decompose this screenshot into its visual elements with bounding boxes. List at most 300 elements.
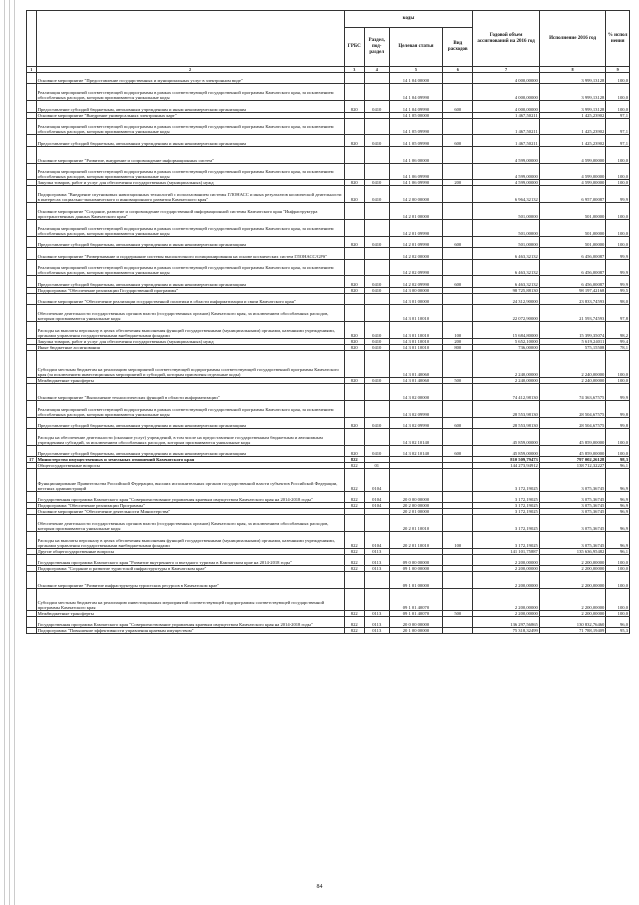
- row-annual-volume: 28 553,98130: [473, 401, 540, 418]
- col-number: 4: [364, 67, 389, 73]
- row-target-article: 14 1 06 09990: [389, 163, 443, 180]
- table-row: [27, 236, 630, 247]
- row-name: Основное мероприятие "Внедрение универсальных электронных карт": [36, 112, 344, 118]
- row-razdel: [364, 203, 389, 220]
- row-target-article: 14 1 05 00000: [389, 112, 443, 118]
- row-expense-type: [443, 572, 473, 589]
- row-razdel: [364, 350, 389, 378]
- table-row: [27, 219, 630, 236]
- row-percent: 96,9: [606, 491, 630, 502]
- row-grbs: [344, 259, 364, 276]
- row-annual-volume: 4 599,00000: [473, 180, 540, 186]
- row-target-article: 20 2 01 10010: [389, 531, 443, 548]
- row-expense-type: [443, 163, 473, 180]
- row-number: [27, 417, 37, 428]
- row-grbs: 822: [344, 611, 364, 617]
- row-percent: 100,0: [606, 588, 630, 610]
- row-number: [27, 531, 37, 548]
- row-target-article: 14 3 02 00000: [389, 384, 443, 401]
- row-annual-volume: 15 684,80000: [473, 321, 540, 338]
- row-annual-volume: 3 172,19025: [473, 469, 540, 491]
- row-grbs: [344, 401, 364, 418]
- row-target-article: 14 3 02 10140: [389, 446, 443, 457]
- row-expense-type: 500: [443, 378, 473, 384]
- row-expense-type: 600: [443, 276, 473, 287]
- row-execution: 3 999,13128: [539, 84, 606, 101]
- row-name: Предоставление субсидий бюджетным, автономным учреждениям и иным некоммерческим организациям: [36, 101, 344, 112]
- row-razdel: 0410: [364, 236, 389, 247]
- row-name: Основное мероприятие "Развитие инфраструктуры туристских ресурсов в Камчатском крае": [36, 572, 344, 589]
- row-percent: 78,1: [606, 344, 630, 350]
- row-name: Реализация мероприятий соответствующей подпрограммы в рамках соответствующей государственной программы Камчатского края, за исключением обособленных расходов, которым присваиваются уникальные коды: [36, 219, 344, 236]
- row-annual-volume: 45 859,00000: [473, 429, 540, 446]
- row-razdel: [364, 572, 389, 589]
- col-volume-header: Годовой объем ассигнований на 2016 год: [473, 11, 540, 67]
- row-execution: 28 504,67575: [539, 401, 606, 418]
- budget-table: [26, 10, 630, 634]
- row-number: [27, 101, 37, 112]
- row-annual-volume: 4 000,00000: [473, 101, 540, 112]
- row-target-article: 20 2 00 00000: [389, 503, 443, 509]
- col-vr-header: Вид расходов: [443, 28, 473, 67]
- table-row: [27, 305, 630, 322]
- row-execution: 138 712,32227: [539, 463, 606, 469]
- row-grbs: 820: [344, 287, 364, 293]
- row-number: [27, 84, 37, 101]
- row-percent: 100,0: [606, 446, 630, 457]
- row-annual-volume: 3 172,19025: [473, 515, 540, 532]
- row-annual-volume: 6 463,32132: [473, 259, 540, 276]
- row-razdel: 0104: [364, 469, 389, 491]
- table-row: [27, 491, 630, 502]
- row-execution: 2 240,00000: [539, 378, 606, 384]
- row-execution: 4 599,00000: [539, 180, 606, 186]
- row-grbs: 822: [344, 503, 364, 509]
- row-grbs: 820: [344, 276, 364, 287]
- row-execution: 4 599,00000: [539, 146, 606, 163]
- row-razdel: 0113: [364, 548, 389, 554]
- row-number: [27, 572, 37, 589]
- row-execution: 135 636,95482: [539, 548, 606, 554]
- row-annual-volume: 98 725,88130: [473, 287, 540, 293]
- row-grbs: 822: [344, 469, 364, 491]
- row-number: [27, 628, 37, 634]
- row-target-article: 14 1 06 09990: [389, 180, 443, 186]
- row-execution: 6 957,00087: [539, 186, 606, 203]
- table-row: [27, 84, 630, 101]
- row-target-article: 20 0 00 00000: [389, 491, 443, 502]
- row-percent: 99,9: [606, 248, 630, 259]
- row-grbs: 820: [344, 186, 364, 203]
- row-annual-volume: 2 240,00000: [473, 378, 540, 384]
- row-name: Общегосударственные вопросы: [36, 463, 344, 469]
- row-execution: 3 999,13128: [539, 73, 606, 84]
- table-row: [27, 276, 630, 287]
- row-razdel: 0410: [364, 135, 389, 146]
- col-razdel-header: Раздел, под-раздел: [364, 28, 389, 67]
- row-percent: 100,0: [606, 101, 630, 112]
- row-grbs: [344, 305, 364, 322]
- row-target-article: 14 2 02 09990: [389, 259, 443, 276]
- row-percent: 100,0: [606, 73, 630, 84]
- row-name: Предоставление субсидий бюджетным, автономным учреждениям и иным некоммерческим организациям: [36, 276, 344, 287]
- row-target-article: 14 1 05 09990: [389, 118, 443, 135]
- row-expense-type: 100: [443, 321, 473, 338]
- row-percent: 99,8: [606, 417, 630, 428]
- row-name: Подпрограмма "Обеспечение реализации Государственной программы": [36, 287, 344, 293]
- row-percent: 96,1: [606, 548, 630, 554]
- row-razdel: [364, 515, 389, 532]
- col-name-header: [36, 11, 344, 67]
- row-expense-type: [443, 118, 473, 135]
- row-expense-type: [443, 73, 473, 84]
- page-number: 84: [316, 884, 323, 890]
- row-execution: 3 999,13128: [539, 101, 606, 112]
- row-annual-volume: 2 200,00000: [473, 554, 540, 565]
- row-annual-volume: 28 553,98130: [473, 417, 540, 428]
- row-percent: 97,1: [606, 112, 630, 118]
- row-razdel: 0113: [364, 554, 389, 565]
- row-execution: 501,00000: [539, 236, 606, 247]
- row-razdel: 0410: [364, 101, 389, 112]
- row-target-article: 20 1 00 00000: [389, 628, 443, 634]
- row-grbs: [344, 146, 364, 163]
- row-annual-volume: 3 172,19025: [473, 509, 540, 515]
- row-number: [27, 446, 37, 457]
- row-target-article: 14 3 01 10010: [389, 344, 443, 350]
- row-expense-type: 600: [443, 417, 473, 428]
- row-annual-volume: 141 101,75887: [473, 548, 540, 554]
- row-razdel: 0410: [364, 186, 389, 203]
- col-number: 3: [344, 67, 364, 73]
- table-row: [27, 101, 630, 112]
- col-codes-header: коды: [344, 11, 473, 28]
- row-annual-volume: 4 000,00000: [473, 73, 540, 84]
- table-row: [27, 384, 630, 401]
- row-execution: 74 363,67575: [539, 384, 606, 401]
- row-name: Основное мероприятие "Выполнение технологических функций в области информатизации": [36, 384, 344, 401]
- table-row: [27, 73, 630, 84]
- row-number: [27, 293, 37, 304]
- row-percent: 96,9: [606, 469, 630, 491]
- row-execution: 15 399,35074: [539, 321, 606, 338]
- row-percent: 100,0: [606, 219, 630, 236]
- row-percent: 96,1: [606, 463, 630, 469]
- row-expense-type: [443, 469, 473, 491]
- row-number: [27, 118, 37, 135]
- row-name: Реализация мероприятий соответствующей подпрограммы в рамках соответствующей государственной программы Камчатского края, за исключением обособленных расходов, которым присваиваются уникальные коды: [36, 401, 344, 418]
- row-grbs: 820: [344, 180, 364, 186]
- row-percent: 96,9: [606, 509, 630, 515]
- row-expense-type: [443, 186, 473, 203]
- row-execution: 575,15508: [539, 344, 606, 350]
- row-number: [27, 146, 37, 163]
- row-grbs: 822: [344, 491, 364, 502]
- row-grbs: [344, 293, 364, 304]
- row-razdel: [364, 73, 389, 84]
- row-execution: 2 200,00000: [539, 572, 606, 589]
- col-number: 5: [389, 67, 443, 73]
- row-razdel: 0104: [364, 503, 389, 509]
- row-target-article: 14 2 02 09990: [389, 276, 443, 287]
- row-name: Расходы на выплаты персоналу в целях обеспечения выполнения функций государственными (муниципальными) органами, казенными учреждениями, органами управления государственными внебюджетными фондами: [36, 321, 344, 338]
- row-percent: 100,0: [606, 378, 630, 384]
- table-row: [27, 554, 630, 565]
- row-number: [27, 554, 37, 565]
- row-expense-type: 200: [443, 338, 473, 344]
- row-grbs: [344, 84, 364, 101]
- row-percent: 99,8: [606, 401, 630, 418]
- row-annual-volume: 6 463,32132: [473, 276, 540, 287]
- row-razdel: 0104: [364, 531, 389, 548]
- row-grbs: 820: [344, 135, 364, 146]
- row-execution: 4 599,00000: [539, 163, 606, 180]
- row-percent: 97,1: [606, 118, 630, 135]
- row-percent: 98,0: [606, 293, 630, 304]
- row-annual-volume: 2 200,00000: [473, 566, 540, 572]
- row-target-article: 09 1 00 00000: [389, 566, 443, 572]
- row-expense-type: [443, 248, 473, 259]
- row-name: Реализация мероприятий соответствующей подпрограммы в рамках соответствующей государственной программы Камчатского края, за исключением обособленных расходов, которым присваиваются уникальные коды: [36, 163, 344, 180]
- row-grbs: [344, 118, 364, 135]
- row-grbs: 822: [344, 566, 364, 572]
- row-annual-volume: 2 200,00000: [473, 572, 540, 589]
- row-razdel: 01: [364, 463, 389, 469]
- table-row: [27, 417, 630, 428]
- row-razdel: [364, 384, 389, 401]
- row-grbs: [344, 219, 364, 236]
- row-target-article: 09 1 01 00000: [389, 572, 443, 589]
- row-number: 17: [27, 457, 37, 463]
- row-expense-type: [443, 146, 473, 163]
- row-percent: 100,0: [606, 236, 630, 247]
- row-name: Закупка товаров, работ и услуг для обеспечения государственных (муниципальных) нужд: [36, 338, 344, 344]
- row-grbs: [344, 163, 364, 180]
- row-percent: 100,0: [606, 163, 630, 180]
- row-name: Основное мероприятие "Предоставление государственных и муниципальных услуг в электронном виде": [36, 73, 344, 84]
- row-razdel: 0410: [364, 344, 389, 350]
- row-percent: 100,0: [606, 572, 630, 589]
- row-annual-volume: 75 318,32499: [473, 628, 540, 634]
- table-body: [27, 73, 630, 634]
- row-expense-type: [443, 259, 473, 276]
- row-target-article: 14 3 01 10010: [389, 321, 443, 338]
- row-grbs: 820: [344, 321, 364, 338]
- row-annual-volume: 2 200,00000: [473, 611, 540, 617]
- row-annual-volume: 3 172,19025: [473, 531, 540, 548]
- row-grbs: 820: [344, 446, 364, 457]
- row-target-article: 14 3 01 00000: [389, 293, 443, 304]
- row-annual-volume: 1 467,50211: [473, 112, 540, 118]
- row-expense-type: [443, 305, 473, 322]
- row-execution: 2 200,00000: [539, 588, 606, 610]
- row-execution: 5 619,24011: [539, 338, 606, 344]
- row-expense-type: [443, 401, 473, 418]
- col-no-header: [27, 11, 37, 67]
- row-number: [27, 350, 37, 378]
- row-annual-volume: 4 599,00000: [473, 163, 540, 180]
- row-name: Подпрограмма "Создание и развитие туристской инфраструктуры в Камчатском крае": [36, 566, 344, 572]
- row-number: [27, 515, 37, 532]
- row-percent: 97,1: [606, 135, 630, 146]
- row-razdel: [364, 248, 389, 259]
- row-expense-type: [443, 617, 473, 628]
- row-grbs: [344, 203, 364, 220]
- row-annual-volume: 6 964,32132: [473, 186, 540, 203]
- row-percent: 98,2: [606, 321, 630, 338]
- row-grbs: 822: [344, 548, 364, 554]
- row-grbs: 820: [344, 378, 364, 384]
- row-grbs: [344, 384, 364, 401]
- row-number: [27, 236, 37, 247]
- row-expense-type: 600: [443, 236, 473, 247]
- row-grbs: 822: [344, 628, 364, 634]
- row-target-article: 14 1 04 09990: [389, 84, 443, 101]
- row-grbs: 820: [344, 338, 364, 344]
- row-expense-type: 500: [443, 611, 473, 617]
- row-execution: 6 456,00087: [539, 259, 606, 276]
- table-row: [27, 203, 630, 220]
- table-row: [27, 163, 630, 180]
- row-grbs: [344, 572, 364, 589]
- row-number: [27, 73, 37, 84]
- table-row: [27, 572, 630, 589]
- table-row: [27, 628, 630, 634]
- row-name: Основное мероприятие "Обеспечение реализации государственной политики в области информатизации и связи Камчатского края": [36, 293, 344, 304]
- row-target-article: 14 2 01 09990: [389, 236, 443, 247]
- row-target-article: 20 0 00 00000: [389, 617, 443, 628]
- row-annual-volume: 4 599,00000: [473, 146, 540, 163]
- col-number: 9: [606, 67, 630, 73]
- row-name: Обеспечение деятельности государственных органов власти (государственных органов) Камчатского края, за исключением обособленных расходов, которым присваиваются уникальные коды: [36, 305, 344, 322]
- row-name: Закупка товаров, работ и услуг для обеспечения государственных (муниципальных) нужд: [36, 180, 344, 186]
- row-annual-volume: 3 172,19025: [473, 503, 540, 509]
- row-annual-volume: 810 509,79473: [473, 457, 540, 463]
- row-name: Реализация мероприятий соответствующей подпрограммы в рамках соответствующей государственной программы Камчатского края, за исключением обособленных расходов, которым присваиваются уникальные коды: [36, 118, 344, 135]
- row-execution: 21 593,74593: [539, 305, 606, 322]
- row-percent: 96,0: [606, 617, 630, 628]
- table-row: [27, 617, 630, 628]
- row-percent: 99,9: [606, 276, 630, 287]
- row-execution: 2 200,00000: [539, 554, 606, 565]
- row-target-article: 09 0 00 00000: [389, 554, 443, 565]
- row-percent: 96,9: [606, 503, 630, 509]
- row-number: [27, 259, 37, 276]
- row-target-article: [389, 469, 443, 491]
- row-execution: 98 197,42168: [539, 287, 606, 293]
- row-expense-type: [443, 203, 473, 220]
- row-percent: 100,0: [606, 203, 630, 220]
- row-expense-type: [443, 491, 473, 502]
- row-name: Межбюджетные трансферты: [36, 611, 344, 617]
- row-name: Другие общегосударственные вопросы: [36, 548, 344, 554]
- row-grbs: 820: [344, 417, 364, 428]
- row-target-article: 14 1 04 00000: [389, 73, 443, 84]
- row-execution: 45 859,00000: [539, 446, 606, 457]
- row-number: [27, 186, 37, 203]
- row-annual-volume: 736,00000: [473, 344, 540, 350]
- row-grbs: [344, 515, 364, 532]
- row-percent: 100,0: [606, 350, 630, 378]
- row-annual-volume: 3 172,19025: [473, 491, 540, 502]
- row-expense-type: [443, 350, 473, 378]
- row-percent: 99,5: [606, 287, 630, 293]
- row-razdel: 0113: [364, 611, 389, 617]
- row-razdel: [364, 588, 389, 610]
- row-target-article: 14 3 02 09990: [389, 417, 443, 428]
- budget-table-page: [26, 10, 630, 634]
- row-target-article: 09 1 01 40070: [389, 588, 443, 610]
- row-number: [27, 219, 37, 236]
- table-row: [27, 515, 630, 532]
- row-name: Реализация мероприятий соответствующей подпрограммы в рамках соответствующей государственной программы Камчатского края, за исключением обособленных расходов, которым присваиваются уникальные коды: [36, 84, 344, 101]
- row-percent: 100,0: [606, 146, 630, 163]
- row-annual-volume: 45 859,00000: [473, 446, 540, 457]
- row-number: [27, 203, 37, 220]
- row-name: Предоставление субсидий бюджетным, автономным учреждениям и иным некоммерческим организациям: [36, 446, 344, 457]
- row-annual-volume: 5 652,10000: [473, 338, 540, 344]
- row-razdel: [364, 305, 389, 322]
- row-target-article: 09 1 01 40070: [389, 611, 443, 617]
- row-name: Обеспечение деятельности государственных органов власти (государственных органов) Камчатского края, за исключением обособленных расходов, которым присваиваются уникальные коды: [36, 515, 344, 532]
- row-execution: 797 002,26128: [539, 457, 606, 463]
- row-annual-volume: 22 072,90000: [473, 305, 540, 322]
- table-row: [27, 446, 630, 457]
- row-grbs: [344, 588, 364, 610]
- row-number: [27, 135, 37, 146]
- row-expense-type: 800: [443, 344, 473, 350]
- row-percent: 100,0: [606, 180, 630, 186]
- row-target-article: 14 1 04 09990: [389, 101, 443, 112]
- row-razdel: [364, 293, 389, 304]
- row-percent: 99,9: [606, 384, 630, 401]
- row-razdel: 0410: [364, 446, 389, 457]
- row-annual-volume: 136 297,56865: [473, 617, 540, 628]
- row-execution: 1 425,23902: [539, 112, 606, 118]
- row-execution: 2 200,00000: [539, 566, 606, 572]
- row-execution: 1 425,23902: [539, 135, 606, 146]
- row-grbs: 820: [344, 101, 364, 112]
- row-number: [27, 384, 37, 401]
- row-target-article: 14 1 06 00000: [389, 146, 443, 163]
- row-percent: 97,8: [606, 305, 630, 322]
- row-number: [27, 401, 37, 418]
- row-razdel: 0410: [364, 276, 389, 287]
- row-target-article: 14 3 01 40060: [389, 378, 443, 384]
- row-grbs: 822: [344, 457, 364, 463]
- row-annual-volume: 144 273,94912: [473, 463, 540, 469]
- row-execution: 6 456,00087: [539, 276, 606, 287]
- col-number: 8: [539, 67, 606, 73]
- row-razdel: [364, 163, 389, 180]
- row-execution: 23 833,74593: [539, 293, 606, 304]
- row-percent: 100,0: [606, 84, 630, 101]
- row-target-article: 14 2 00 00000: [389, 186, 443, 203]
- row-razdel: 0410: [364, 180, 389, 186]
- row-expense-type: [443, 588, 473, 610]
- row-number: [27, 305, 37, 322]
- row-execution: 2 240,00000: [539, 350, 606, 378]
- row-expense-type: 600: [443, 101, 473, 112]
- row-target-article: 14 3 01 10010: [389, 305, 443, 322]
- row-number: [27, 588, 37, 610]
- table-row: [27, 248, 630, 259]
- row-annual-volume: 1 467,50211: [473, 118, 540, 135]
- row-annual-volume: 4 000,00000: [473, 84, 540, 101]
- row-razdel: 0410: [364, 321, 389, 338]
- header-row-top: [27, 11, 630, 28]
- row-annual-volume: 2 240,00000: [473, 350, 540, 378]
